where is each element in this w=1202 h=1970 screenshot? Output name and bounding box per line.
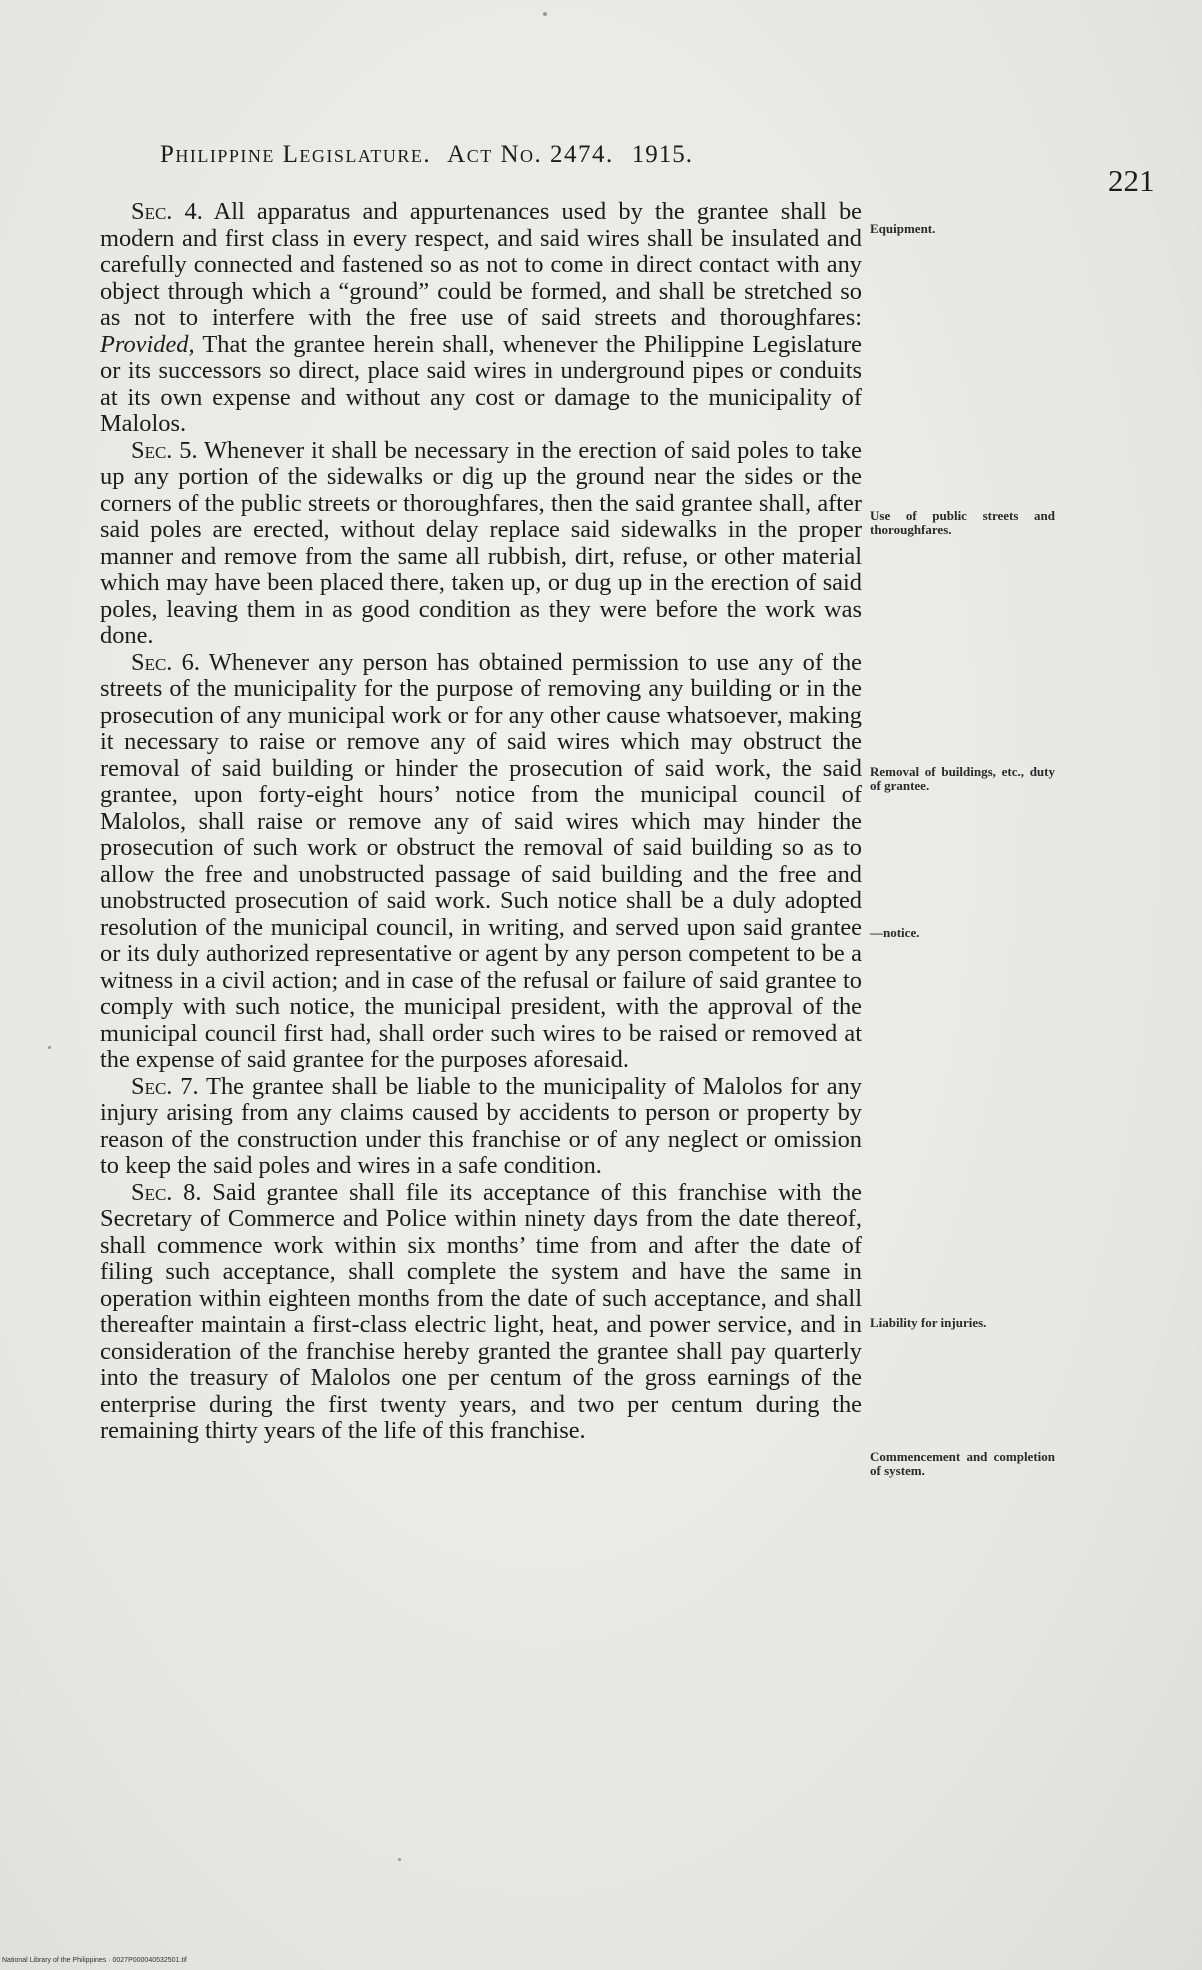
scan-credit-footer: National Library of the Philippines · 0027P000040532501.tif	[2, 1957, 187, 1964]
marginal-note-removal-of-buildings: Removal of buildings, etc., duty of grantee.	[870, 764, 1055, 793]
section-8-label: Sec. 8.	[131, 1178, 202, 1206]
running-head	[160, 141, 693, 169]
section-4	[100, 199, 862, 438]
scan-speck	[398, 1858, 401, 1861]
section-6-label: Sec. 6.	[131, 648, 200, 676]
section-4-proviso: Provided,	[100, 330, 195, 358]
scan-speck	[48, 1046, 51, 1049]
section-8	[100, 1180, 862, 1445]
running-head-legislature: Philippine Legislature.	[160, 141, 432, 168]
section-4-text-before: All apparatus and appurtenances used by the grantee shall be modern and first class in every respect, and said wires shall be insulated and carefully connected and fastened so as not to come in direct contact with any object through which a “ground” could be formed, and shall be stretched so as not to interfere with the free use of said streets and thoroughfares:	[100, 198, 862, 331]
section-7-text: The grantee shall be liable to the municipality of Malolos for any injury arising from any claims caused by accidents to person or property by reason of the construction under this franchise or of any neglect or omission to keep the said poles and wires in a safe condition.	[100, 1072, 862, 1179]
marginal-note-liability: Liability for injuries.	[870, 1315, 987, 1330]
marginal-note-notice: —notice.	[870, 925, 920, 940]
marginal-note-commencement: Commencement and completion of system.	[870, 1449, 1055, 1478]
section-7	[100, 1074, 862, 1180]
section-7-label: Sec. 7.	[131, 1072, 199, 1100]
section-6-text: Whenever any person has obtained permission to use any of the streets of the municipality for the purpose of removing any building or in the prosecution of any municipal work or for any other cause whatsoever, making it necessary to raise or remove any of said wires which may obstruct the removal of said building or hinder the prosecution of said work, the said grantee, upon forty-eight hours’ notice from the municipal council of Malolos, shall raise or remove any of said wires which may hinder the prosecution of such work or obstruct the removal of said building so as to allow the free and unobstructed passage of said building and the free and unobstructed prosecution of said work. Such notice shall be a duly adopted resolution of the municipal council, in writing, and served upon said grantee or its duly authorized representative or agent by any person competent to be a witness in a civil action; and in case of the refusal or failure of said grantee to comply with such notice, the municipal president, with the approval of the municipal council first had, shall order such wires to be raised or removed at the expense of said grantee for the purposes aforesaid.	[100, 648, 862, 1073]
scan-speck	[543, 12, 547, 16]
page-number: 221	[1108, 163, 1155, 198]
running-head-act: Act No. 2474.	[447, 141, 614, 168]
running-head-year: 1915.	[631, 141, 694, 168]
section-8-text: Said grantee shall file its acceptance of this franchise with the Secretary of Commerce and Police within ninety days from the date thereof, shall commence work within six months’ time from and after the date of filing such acceptance, shall complete the system and have the same in operation within eighteen months from the date of such acceptance, and shall thereafter maintain a first-class electric light, heat, and power service, and in consideration of the franchise hereby granted the grantee shall pay quarterly into the treasury of Malolos one per centum of the gross earnings of the enterprise during the first twenty years, and two per centum during the remaining thirty years of the life of this franchise.	[100, 1178, 862, 1444]
section-5	[100, 438, 862, 650]
section-5-label: Sec. 5.	[131, 436, 198, 464]
section-4-label: Sec. 4.	[131, 198, 203, 225]
marginal-note-public-streets: Use of public streets and thoroughfares.	[870, 508, 1055, 537]
section-5-text: Whenever it shall be necessary in the erection of said poles to take up any portion of the sidewalks or dig up the ground near the sides or the corners of the public streets or thoroughfares, then the said grantee shall, after said poles are erected, without delay replace said sidewalks in the proper manner and remove from the same all rubbish, dirt, refuse, or other material which may have been placed there, taken up, or dug up in the erection of said poles, leaving them in as good condition as they were before the work was done.	[100, 436, 862, 649]
body-text	[100, 199, 862, 1445]
marginal-note-equipment: Equipment.	[870, 221, 936, 236]
section-4-text-after: That the grantee herein shall, whenever the Philippine Legislature or its successors so direct, place said wires in underground pipes or conduits at its own expense and without any cost or damage to the municipality of Malolos.	[100, 330, 862, 437]
section-6	[100, 650, 862, 1074]
